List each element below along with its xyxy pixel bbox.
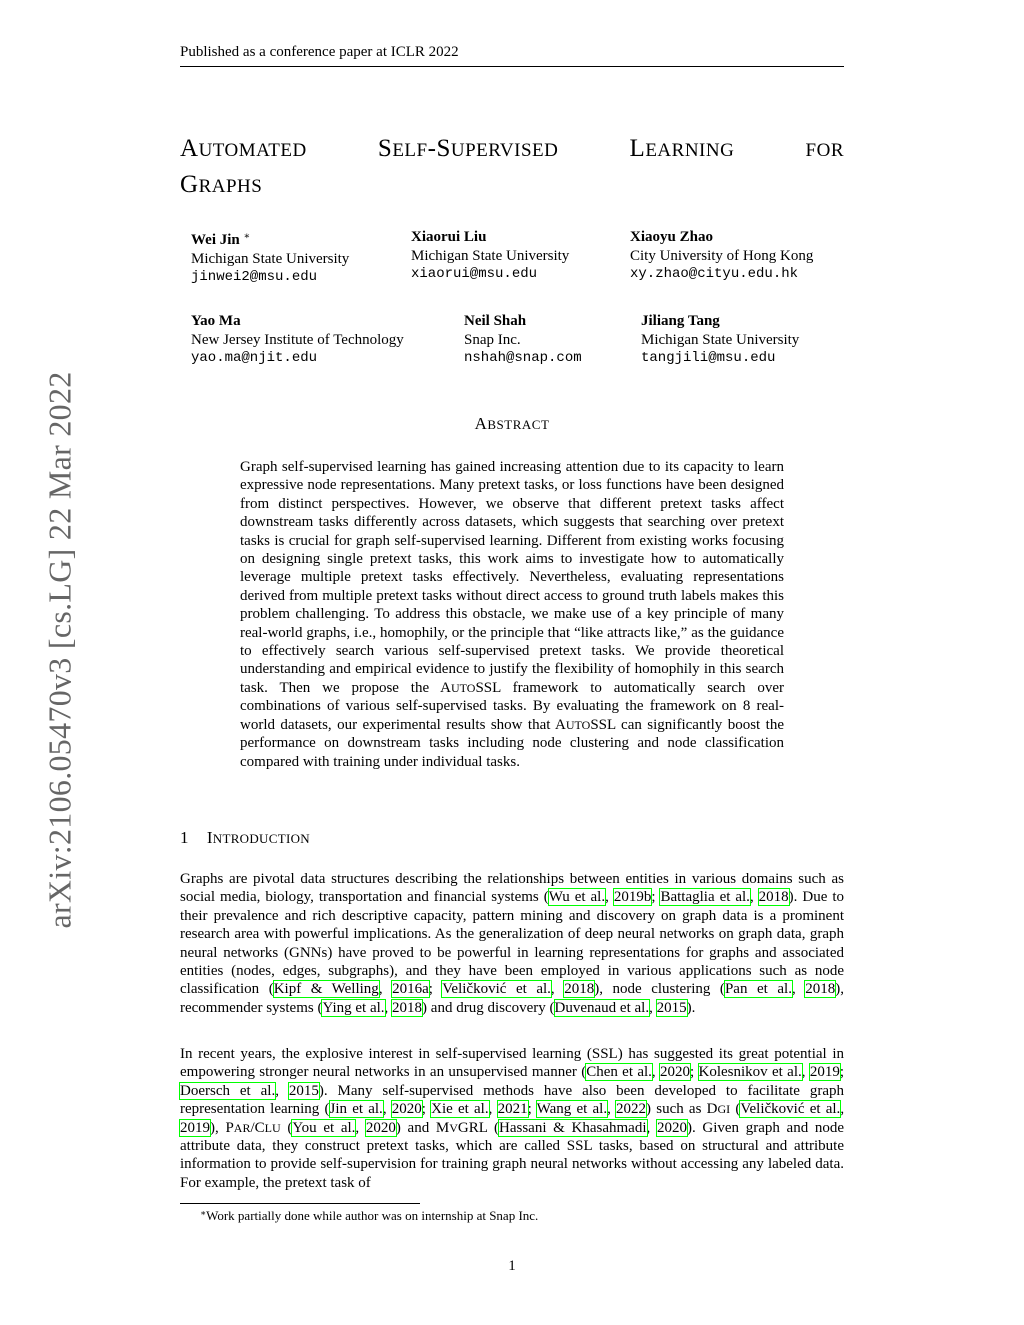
author-email: tangjili@msu.edu bbox=[641, 350, 776, 366]
citation-link[interactable]: 2020 bbox=[656, 1119, 687, 1136]
intro-paragraph-1: Graphs are pivotal data structures describing the relationships between entities in various domains such as social media, biology, transportation and financial systems (Wu et al., 2019b; Battaglia et al., 2018). Due to their prevalence and rich descriptive capacity, pattern mining and discovery on graph data is a prominent research area with powerful implications. As the generalization of deep neural networks on graph data, graph neural networks (GNNs) have proved to be powerful in learning representations for graphs and associated entities (nodes, edges, subgraphs), and they have been employed in various applications such as node classification (Kipf & Welling, 2016a; Veličković et al., 2018), node clustering (Pan et al., 2018), recommender systems (Ying et al., 2018) and drug discovery (Duvenaud et al., 2015). bbox=[180, 871, 845, 1016]
title-word: SELF-SUPERVISED bbox=[377, 135, 559, 162]
page-number: 1 bbox=[508, 1258, 516, 1274]
author-block bbox=[630, 228, 813, 284]
title-word: FOR bbox=[805, 140, 844, 161]
citation-link[interactable]: Kipf & Welling bbox=[273, 981, 379, 998]
citation-link[interactable]: 2020 bbox=[391, 1101, 422, 1118]
citation-link[interactable]: 2018 bbox=[805, 981, 836, 998]
title-word: LEARNING bbox=[629, 135, 735, 162]
citation-link[interactable]: 2018 bbox=[564, 981, 595, 998]
citation-link[interactable]: Jin et al. bbox=[329, 1101, 383, 1118]
author-name: Xiaorui Liu bbox=[411, 229, 487, 245]
citation-link[interactable]: Battaglia et al. bbox=[660, 889, 750, 906]
citation-link[interactable]: Chen et al. bbox=[586, 1064, 652, 1081]
author-email: jinwei2@msu.edu bbox=[191, 269, 318, 285]
citation-link[interactable]: 2022 bbox=[616, 1101, 647, 1118]
citation-link[interactable]: Doersch et al. bbox=[180, 1082, 276, 1099]
citation-link[interactable]: 2019 bbox=[809, 1064, 840, 1081]
author-affiliation: New Jersey Institute of Technology bbox=[191, 331, 404, 348]
citation-link[interactable]: 2016a bbox=[392, 981, 429, 998]
citation-link[interactable]: 2019b bbox=[613, 889, 652, 906]
author-affiliation: Michigan State University bbox=[641, 331, 800, 348]
abstract-text: Graph self-supervised learning has gained increasing attention due to its capacity to learn expressive node representations. Many pretext tasks, or loss functions have been designed from distinct perspectives. However, we observe that different pretext tasks affect downstream tasks differently across datasets, which suggests that searching over pretext tasks is crucial for graph self-supervised learning. Different from existing works focusing on designing single pretext tasks, this work aims to investigate how to automatically leverage multiple pretext tasks effectively. Nevertheless, evaluating representations derived from multiple pretext tasks without direct access to ground truth labels makes this problem challenging. To address this obstacle, we make use of a key principle of many real-world graphs, i.e., homophily, or the principle that “like attracts like,” as the guidance to effectively search various self-supervised pretext tasks. We provide theoretical understanding and empirical evidence to justify the flexibility of homophily in this search task. Then we propose the AUTOSSL framework to automatically search over combinations of various self-supervised tasks. By evaluating the framework on 8 real-world datasets, our experimental results show that AUTOSSL can significantly boost the performance on downstream tasks including node clustering and node classification compared with training under individual tasks. bbox=[240, 459, 784, 770]
author-block bbox=[191, 312, 404, 368]
citation-link[interactable]: Ying et al. bbox=[322, 999, 385, 1016]
paper-title bbox=[180, 132, 844, 204]
author-block bbox=[191, 228, 349, 287]
author-email: xy.zhao@cityu.edu.hk bbox=[630, 266, 799, 282]
author-name: Neil Shah bbox=[464, 313, 527, 329]
method-name: AUTOSSL bbox=[440, 679, 501, 696]
method-name: DGI bbox=[706, 1101, 731, 1118]
method-name: PAR/CLU bbox=[225, 1119, 281, 1136]
author-email: nshah@snap.com bbox=[464, 350, 582, 366]
abstract-heading: ABSTRACT bbox=[474, 414, 550, 433]
author-name: Yao Ma bbox=[191, 313, 241, 329]
author-email: yao.ma@njit.edu bbox=[191, 350, 318, 366]
author-affiliation: City University of Hong Kong bbox=[630, 247, 814, 264]
method-name: MVGRL ( bbox=[435, 1119, 500, 1136]
citation-link[interactable]: Veličković et al. bbox=[740, 1101, 841, 1118]
intro-paragraph-2: In recent years, the explosive interest in self-supervised learning (SSL) has suggested its great potential in empowering stronger neural networks in an unsupervised manner (Chen et al., 2020; Kolesnikov et al., 2019; Doersch et al., 2015). Many self-supervised methods have also been developed to facilitate graph representation learning (Jin et al., 2020; Xie et al., 2021; Wang et al., 2022) such as DGI (Veličković et al., 2019), PAR/CLU (You et al., 2020) and MVGRL (Hassani & Khasahmadi, 2020). Given graph and node attribute data, they construct pretext tasks, which are called SSL tasks, based on structural and attribute information to provide self-supervision for training graph neural networks without accessing any labeled data. For example, the pretext task of bbox=[180, 1046, 845, 1191]
title-line-2: GRAPHS bbox=[180, 171, 263, 198]
citation-link[interactable]: 2021 bbox=[497, 1101, 528, 1118]
citation-link[interactable]: You et al. bbox=[292, 1119, 356, 1136]
citation-link[interactable]: 2015 bbox=[656, 999, 687, 1016]
title-line-1 bbox=[180, 132, 844, 168]
citation-link[interactable]: 2020 bbox=[660, 1064, 691, 1081]
citation-link[interactable]: Pan et al. bbox=[724, 981, 792, 998]
citation-link[interactable]: 2018 bbox=[392, 999, 423, 1016]
citation-link[interactable]: Hassani & Khasahmadi bbox=[499, 1119, 647, 1136]
author-name: Jiliang Tang bbox=[641, 313, 720, 329]
citation-link[interactable]: 2015 bbox=[288, 1082, 319, 1099]
author-affiliation: Snap Inc. bbox=[464, 331, 521, 348]
author-name: Wei Jin bbox=[191, 232, 240, 248]
author-name: Xiaoyu Zhao bbox=[630, 229, 713, 245]
citation-link[interactable]: 2020 bbox=[365, 1119, 396, 1136]
citation-link[interactable]: Kolesnikov et al. bbox=[698, 1064, 802, 1081]
author-footnote-mark: ∗ bbox=[243, 231, 251, 242]
author-email: xiaorui@msu.edu bbox=[411, 266, 538, 282]
arxiv-stamp: arXiv:2106.05470v3 [cs.LG] 22 Mar 2022 bbox=[41, 371, 78, 929]
section-heading-introduction: 1 INTRODUCTION bbox=[180, 828, 310, 847]
citation-link[interactable]: Wu et al. bbox=[548, 889, 606, 906]
title-word: AUTOMATED bbox=[180, 135, 307, 162]
footnote-mark: ∗ bbox=[200, 1208, 207, 1218]
method-name: AUTOSSL bbox=[555, 716, 616, 733]
footnote-text: Work partially done while author was on internship at Snap Inc. bbox=[206, 1208, 539, 1223]
citation-link[interactable]: Wang et al. bbox=[536, 1101, 608, 1118]
header-rule bbox=[180, 66, 844, 67]
citation-link[interactable]: 2018 bbox=[758, 889, 789, 906]
footnote bbox=[200, 1208, 538, 1224]
citation-link[interactable]: 2019 bbox=[180, 1119, 210, 1136]
running-header: Published as a conference paper at ICLR 2022 bbox=[180, 44, 459, 60]
footnote-rule bbox=[180, 1203, 420, 1204]
author-block bbox=[464, 312, 582, 368]
author-affiliation: Michigan State University bbox=[411, 247, 570, 264]
citation-link[interactable]: Veličković et al. bbox=[442, 981, 551, 998]
author-block bbox=[641, 312, 799, 368]
citation-link[interactable]: Xie et al. bbox=[431, 1101, 489, 1118]
author-affiliation: Michigan State University bbox=[191, 250, 350, 267]
citation-link[interactable]: Duvenaud et al. bbox=[554, 999, 650, 1016]
author-block bbox=[411, 228, 569, 284]
